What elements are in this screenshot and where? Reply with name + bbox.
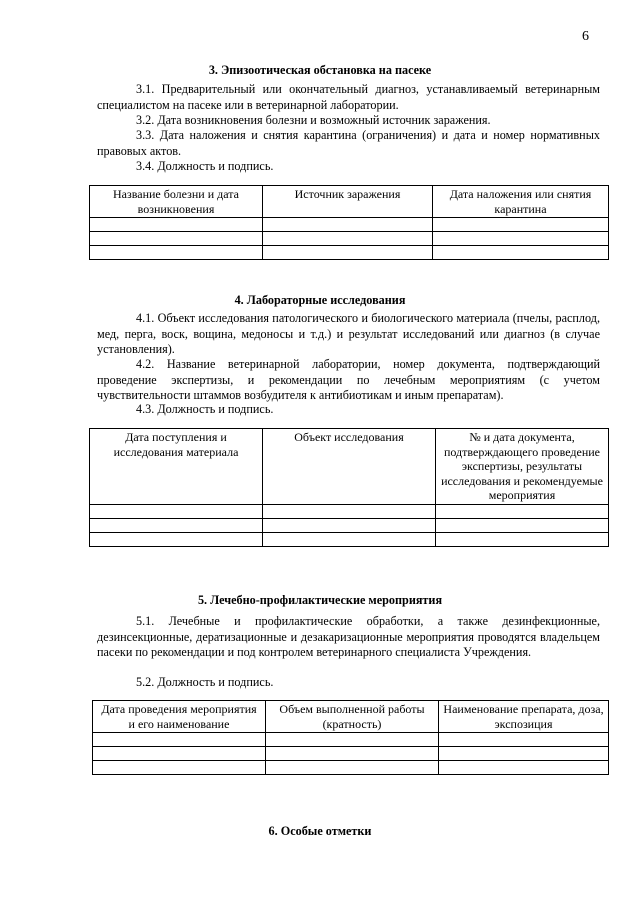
section-5-table bbox=[92, 700, 609, 775]
table-row bbox=[90, 246, 609, 260]
column-header: Источник заражения bbox=[263, 186, 433, 218]
table-cell[interactable] bbox=[93, 747, 266, 761]
table-cell[interactable] bbox=[433, 218, 609, 232]
table-cell[interactable] bbox=[436, 532, 609, 546]
table-cell[interactable] bbox=[90, 532, 263, 546]
table-cell[interactable] bbox=[433, 232, 609, 246]
table-row bbox=[90, 504, 609, 518]
column-header: Наименование препарата, доза, экспозиция bbox=[439, 701, 609, 733]
table-row bbox=[93, 747, 609, 761]
section-6-heading: 6. Особые отметки bbox=[268, 824, 372, 838]
table-cell[interactable] bbox=[263, 246, 433, 260]
table-cell[interactable] bbox=[266, 733, 439, 747]
table-cell[interactable] bbox=[263, 218, 433, 232]
section-4-paragraph-2: 4.2. Название ветеринарной лаборатории, номер документа, подтверждающий проведение экспертизы, и рекомендации по лечебным мероприятиям (с учетом чувствительности штаммов возбудителя к антибиотикам и иным препаратам). bbox=[97, 357, 600, 402]
section-5-paragraph-2: 5.2. Должность и подпись. bbox=[136, 675, 274, 689]
section-3-paragraph-1: 3.1. Предварительный или окончательный диагноз, устанавливаемый ветеринарным специалистом на пасеке или в ветеринарной лаборатории. bbox=[97, 82, 600, 112]
table-cell[interactable] bbox=[439, 733, 609, 747]
section-4-table bbox=[89, 428, 609, 547]
section-3-paragraph-4: 3.4. Должность и подпись. bbox=[136, 159, 274, 173]
table-cell[interactable] bbox=[90, 232, 263, 246]
section-5-paragraph-1: 5.1. Лечебные и профилактические обработки, а также дезинфекционные, дезинсекционные, дератизационные и дезакаризационные мероприятия проводятся владельцем пасеки по рекомендации и под контролем ветеринарного специалиста Учреждения. bbox=[97, 614, 600, 659]
table-cell[interactable] bbox=[90, 518, 263, 532]
table-cell[interactable] bbox=[263, 532, 436, 546]
section-3-paragraph-2: 3.2. Дата возникновения болезни и возможный источник заражения. bbox=[136, 113, 491, 127]
table-header-row bbox=[90, 186, 609, 218]
column-header: № и дата документа, подтверждающего проведение экспертизы, результаты исследования и рекомендуемые мероприятия bbox=[436, 429, 609, 505]
table-cell[interactable] bbox=[263, 518, 436, 532]
table-row bbox=[90, 532, 609, 546]
table-cell[interactable] bbox=[436, 504, 609, 518]
table-cell[interactable] bbox=[90, 246, 263, 260]
section-4-heading: 4. Лабораторные исследования bbox=[234, 293, 406, 307]
table-cell[interactable] bbox=[266, 747, 439, 761]
table-row bbox=[90, 232, 609, 246]
section-5-heading: 5. Лечебно-профилактические мероприятия bbox=[197, 593, 443, 607]
column-header: Объект исследования bbox=[263, 429, 436, 505]
table-cell[interactable] bbox=[433, 246, 609, 260]
table-cell[interactable] bbox=[90, 218, 263, 232]
table-row bbox=[90, 518, 609, 532]
column-header: Дата поступления и исследования материала bbox=[90, 429, 263, 505]
table-cell[interactable] bbox=[439, 761, 609, 775]
column-header: Дата проведения мероприятия и его наименование bbox=[93, 701, 266, 733]
page-number: 6 bbox=[582, 29, 589, 44]
table-header-row bbox=[93, 701, 609, 733]
table-header-row bbox=[90, 429, 609, 505]
table-cell[interactable] bbox=[263, 504, 436, 518]
section-3-table bbox=[89, 185, 609, 260]
column-header: Дата наложения или снятия карантина bbox=[433, 186, 609, 218]
column-header: Название болезни и дата возникновения bbox=[90, 186, 263, 218]
table-cell[interactable] bbox=[439, 747, 609, 761]
table-cell[interactable] bbox=[266, 761, 439, 775]
table-cell[interactable] bbox=[93, 761, 266, 775]
table-cell[interactable] bbox=[90, 504, 263, 518]
table-row bbox=[90, 218, 609, 232]
section-4-paragraph-3: 4.3. Должность и подпись. bbox=[136, 402, 274, 416]
table-cell[interactable] bbox=[263, 232, 433, 246]
section-3-heading: 3. Эпизоотическая обстановка на пасеке bbox=[208, 63, 432, 77]
table-cell[interactable] bbox=[436, 518, 609, 532]
section-3-paragraph-3: 3.3. Дата наложения и снятия карантина (ограничения) и дата и номер нормативных правовых актов. bbox=[97, 128, 600, 158]
column-header: Объем выполненной работы (кратность) bbox=[266, 701, 439, 733]
table-row bbox=[93, 761, 609, 775]
section-4-paragraph-1: 4.1. Объект исследования патологического и биологического материала (пчелы, расплод, мед, перга, воск, вощина, медоносы и т.д.) и результат исследований или диагноз (в случае установления). bbox=[97, 311, 600, 356]
table-row bbox=[93, 733, 609, 747]
table-cell[interactable] bbox=[93, 733, 266, 747]
